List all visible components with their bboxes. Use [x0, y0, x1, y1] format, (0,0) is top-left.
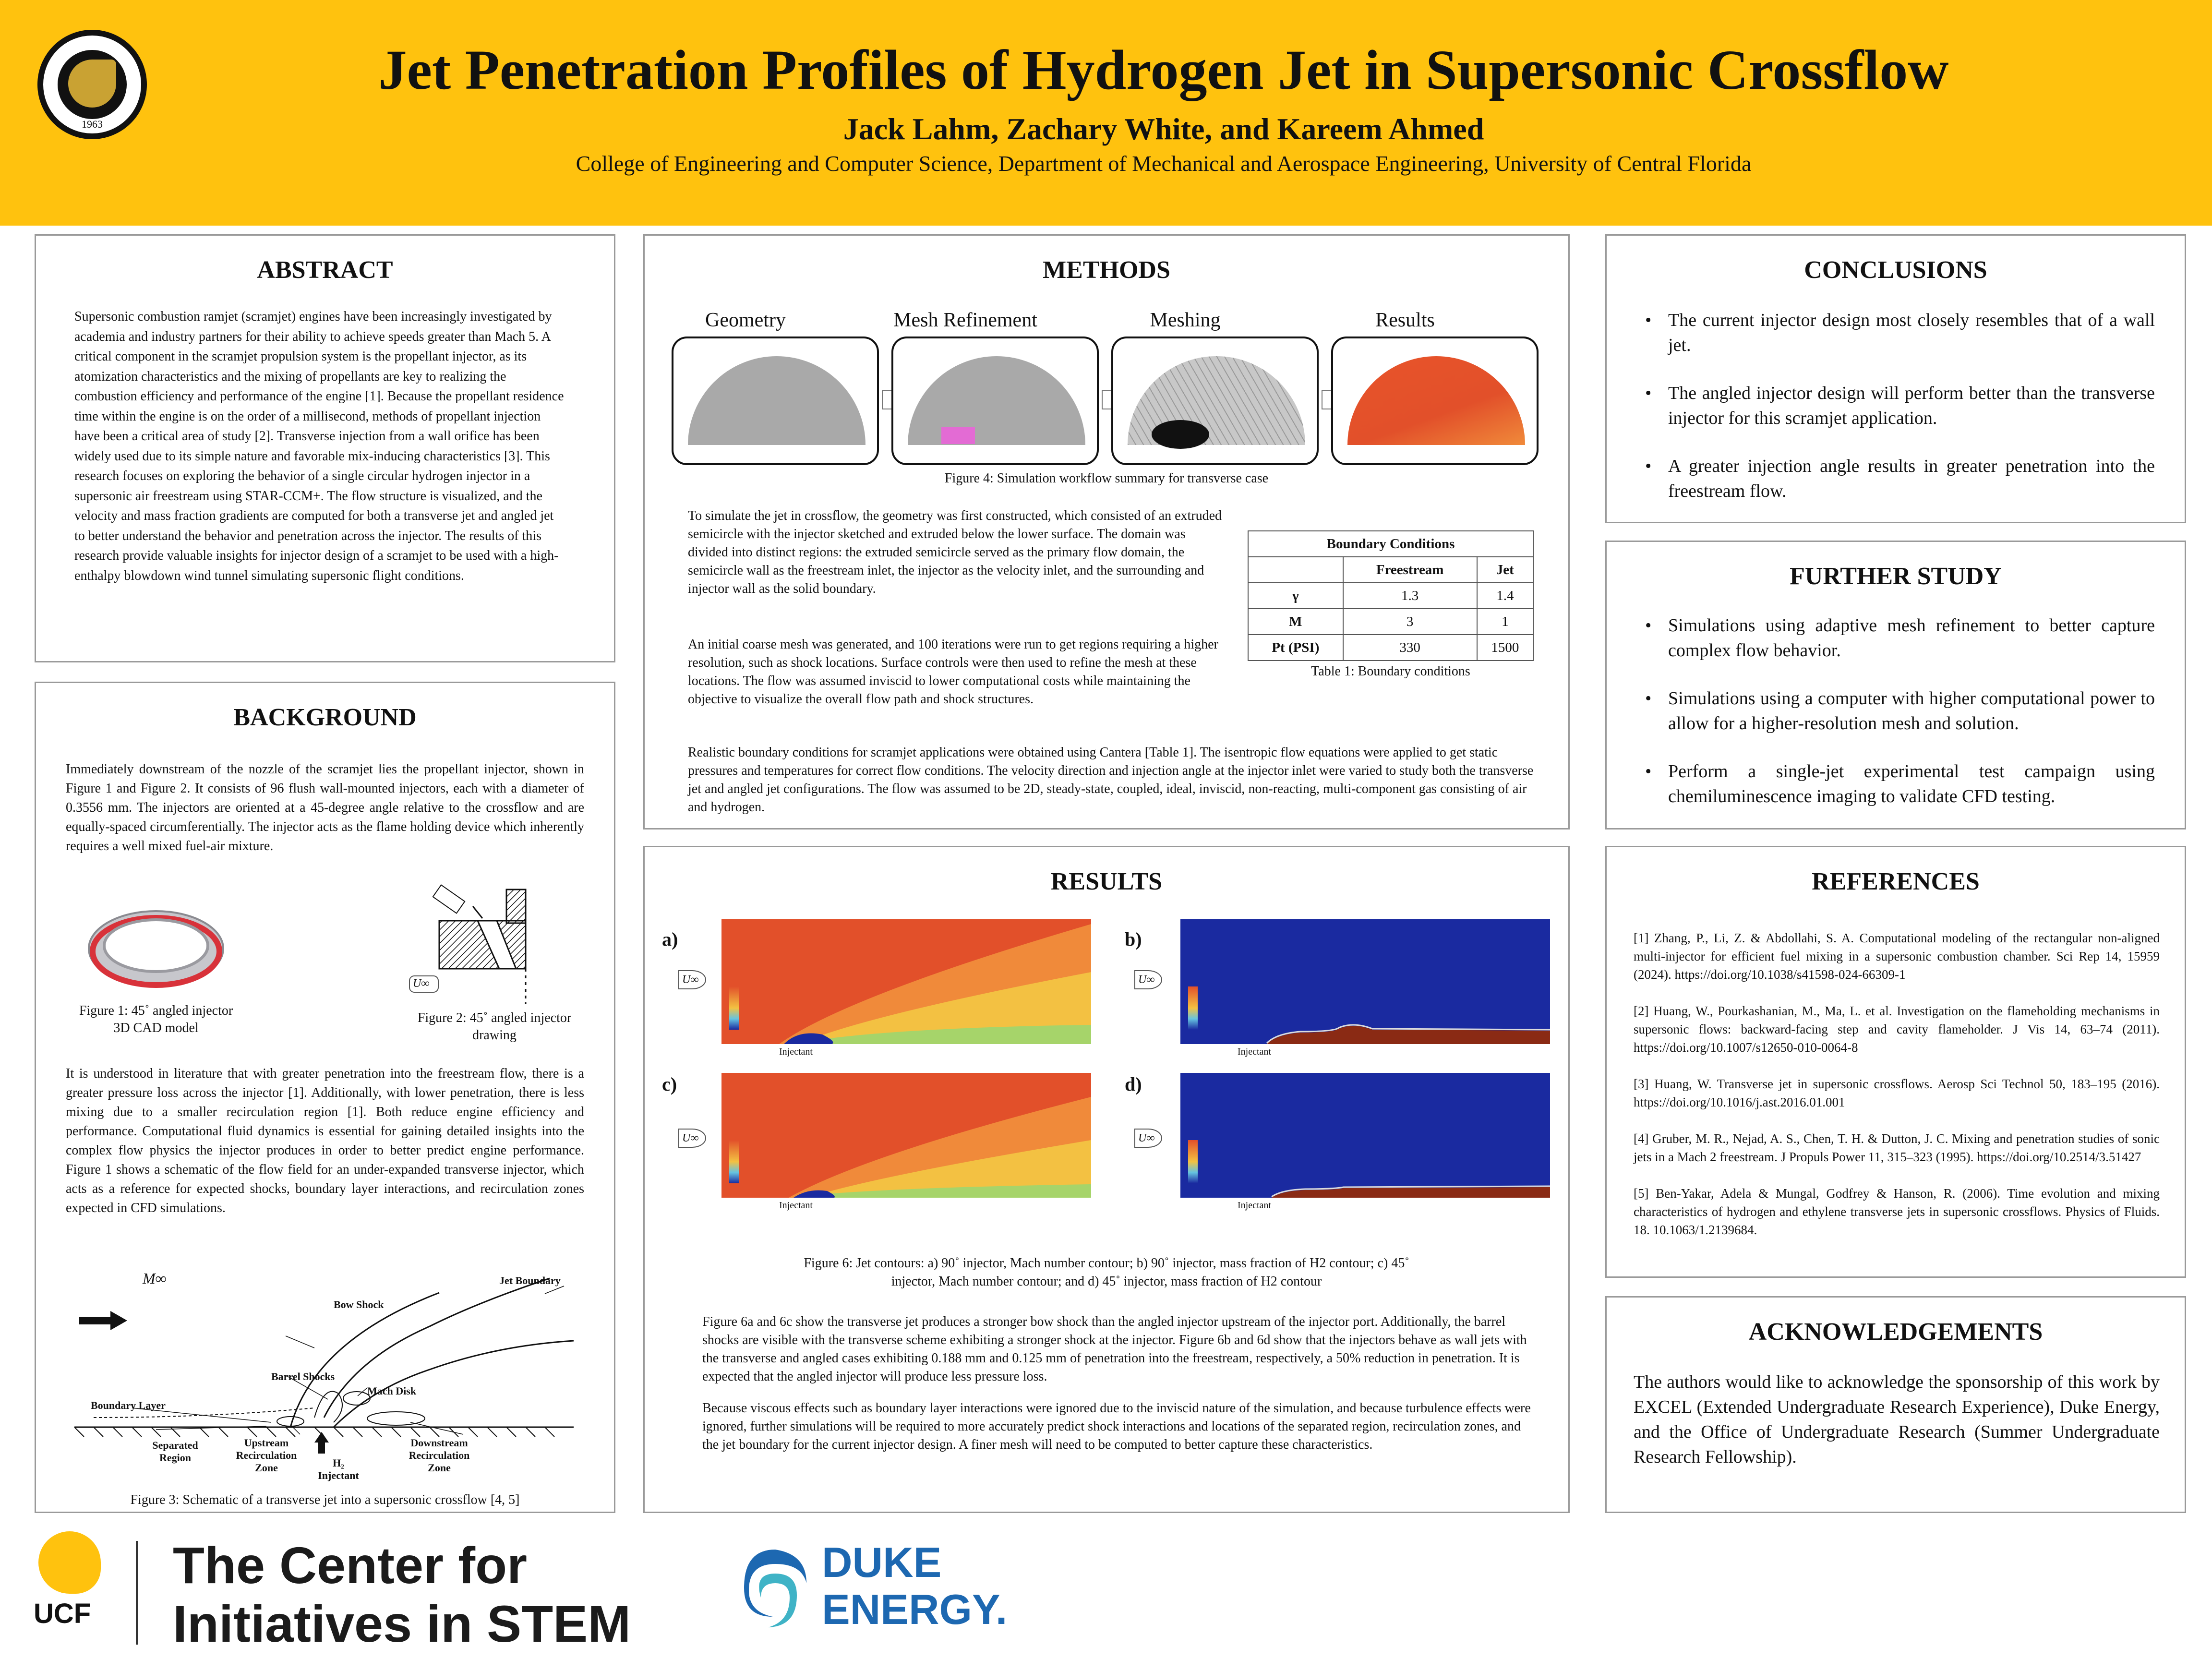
mach-contour-90deg — [721, 919, 1091, 1044]
methods-para-1: To simulate the jet in crossflow, the geometry was first constructed, which consisted of an extruded semicircle with the injector sketched and extruded below the lower surface. The domain was divided into distinct regions: the extruded semicircle served as the primary flow domain, the semicircle wall as the freestream inlet, the injector as the velocity inlet, and the surrounding and injector wall as the solid boundary. — [688, 508, 1222, 596]
abstract-panel — [35, 234, 615, 662]
further-study-panel — [1605, 541, 2186, 830]
workflow-label-geometry: Geometry — [705, 309, 786, 331]
fig3-upstream-recirculation: Upstream Recirculation Zone — [236, 1437, 297, 1474]
conclusions-heading: CONCLUSIONS — [1804, 256, 1987, 284]
references-panel — [1605, 846, 2186, 1278]
reference-item: [4] Gruber, M. R., Nejad, A. S., Chen, T. H. & Dutton, J. C. Mixing and penetration studies of sonic jets in a Mach 2 freestream. J Propuls Power 11, 315–323 (1995). https://doi.org/10.2514/3.51427 — [1634, 1131, 2160, 1164]
injectant-label: Injectant — [1238, 1046, 1271, 1057]
fig3-separated-region: Separated Region — [152, 1439, 198, 1464]
abstract-heading: ABSTRACT — [257, 256, 393, 284]
injector-cad-figure — [84, 902, 228, 993]
result-label-d: d) — [1125, 1073, 1142, 1095]
duke-energy-icon — [739, 1545, 811, 1631]
fig3-barrel-shocks: Barrel Shocks — [271, 1370, 335, 1382]
fig3-boundary-layer: Boundary Layer — [91, 1399, 166, 1411]
table-row: M 3 1 — [1248, 609, 1533, 635]
acknowledgements-heading: ACKNOWLEDGEMENTS — [1748, 1318, 2043, 1346]
affiliation: College of Engineering and Computer Science, Department of Mechanical and Aerospace Engineering, University of Central Florida — [576, 151, 1752, 176]
transverse-jet-schematic — [65, 1264, 588, 1456]
workflow-label-mesh-refinement: Mesh Refinement — [893, 309, 1037, 331]
stem-center-logo-text: The Center for Initiatives in STEM — [173, 1536, 631, 1653]
results-panel — [643, 846, 1570, 1513]
fig3-bow-shock: Bow Shock — [334, 1298, 384, 1310]
seal-year: 1963 — [82, 118, 103, 130]
h2-fraction-contour-45deg — [1180, 1073, 1550, 1198]
table-header-blank — [1248, 557, 1343, 583]
table-header-freestream: Freestream — [1343, 557, 1477, 583]
freestream-u-icon: U∞ — [1134, 1129, 1162, 1148]
authors: Jack Lahm, Zachary White, and Kareem Ahmed — [843, 112, 1484, 146]
results-para-2: Because viscous effects such as boundary layer interactions were ignored due to the inviscid nature of the simulation, and because turbulence effects were ignored, further simulations will be required to more accurately predict shock interactions and locations of the separated region, recirculation zones, and the jet boundary for the current injector design. A finer mesh will need to be computed to better capture these characteristics. — [702, 1401, 1531, 1452]
workflow-geometry-image — [672, 337, 879, 465]
ucf-footer-logo: UCF — [34, 1531, 106, 1623]
boundary-conditions-table — [1248, 530, 1534, 661]
list-item: • Simulations using adaptive mesh refinement to better capture complex flow behavior. — [1645, 613, 2155, 663]
footer-divider — [136, 1541, 138, 1645]
poster-title: Jet Penetration Profiles of Hydrogen Jet in Supersonic Crossflow — [378, 38, 1949, 101]
fig3-caption: Figure 3: Schematic of a transverse jet into a supersonic crossflow [4, 5] — [130, 1492, 520, 1507]
workflow-label-results: Results — [1375, 309, 1435, 331]
methods-heading: METHODS — [1043, 256, 1170, 284]
injectant-label: Injectant — [1238, 1200, 1271, 1211]
table-row: Pt (PSI) 330 1500 — [1248, 635, 1533, 661]
workflow-mesh-refinement-image — [891, 337, 1099, 465]
conclusions-panel — [1605, 234, 2186, 523]
acknowledgements-text: The authors would like to acknowledge the sponsorship of this work by EXCEL (Extended Undergraduate Research Experience), Duke Energy, and the Office of Undergraduate Research (Summer Undergraduate Research Fellowship). — [1634, 1372, 2160, 1467]
fig2-caption: Figure 2: 45˚ angled injector drawing — [417, 1010, 572, 1043]
workflow-results-image — [1331, 337, 1539, 465]
further-study-heading: FURTHER STUDY — [1790, 563, 2002, 590]
fig3-h2-injectant: H₂ Injectant — [318, 1457, 359, 1481]
workflow-arrow-icon — [1322, 390, 1332, 409]
results-para-1: Figure 6a and 6c show the transverse jet produces a stronger bow shock than the angled injector upstream of the injector port. Additionally, the barrel shocks are visible with the transverse scheme exhibiting a stronger shock at the injector. Figure 6b and 6d show that the injectors behave as wall jets with the transverse and angled cases exhibiting 0.188 mm and 0.125 mm of penetration into the freestream, respectively, a 50% reduction in penetration. It is expected that the angled injector will produce less pressure loss. — [702, 1314, 1527, 1384]
methods-para-3: Realistic boundary conditions for scramjet applications were obtained using Cantera [Table 1]. The isentropic flow equations were applied to get static pressures and temperatures for correct flow conditions. The velocity direction and injection angle at the injector inlet were varied to study both the transverse jet and angled jet configurations. The flow was assumed to be 2D, steady-state, coupled, ideal, inviscid, non-reacting, multi-component gas consisting of air and hydrogen. — [688, 745, 1534, 815]
methods-para-2: An initial coarse mesh was generated, and 100 iterations were run to get regions requiring a higher resolution, such as shock locations. Surface controls were then used to refine the mesh at these locations. The flow was assumed inviscid to lower computational costs while maintaining the objective to visualize the overall flow path and shock structures. — [688, 637, 1218, 707]
results-heading: RESULTS — [1050, 868, 1163, 895]
references-heading: REFERENCES — [1812, 868, 1980, 895]
table-title: Boundary Conditions — [1248, 531, 1533, 557]
fig3-mach-disk: Mach Disk — [367, 1385, 417, 1397]
background-panel — [35, 682, 615, 1513]
workflow-label-meshing: Meshing — [1150, 309, 1221, 331]
reference-item: [1] Zhang, P., Li, Z. & Abdollahi, S. A. Computational modeling of the rectangular non-aligned multi-injector for efficient fuel mixing in a supersonic combustion chamber. Sci Rep 14, 15959 (2024). https://doi.org/10.1038/s41598-024-66309-1 — [1634, 931, 2160, 982]
workflow-arrow-icon — [1102, 390, 1112, 409]
fig3-downstream-recirculation: Downstream Recirculation Zone — [409, 1437, 470, 1474]
reference-item: [2] Huang, W., Pourkashanian, M., Ma, L. et al. Investigation on the flameholding mechanisms in supersonic flows: backward-facing step and cavity flameholder. J Vis 14, 63–74 (2011). https://doi.org/10.1007/s12650-010-0064-8 — [1634, 1004, 2160, 1055]
injector-drawing-figure — [406, 875, 578, 1005]
pegasus-icon — [68, 60, 116, 108]
table1-caption: Table 1: Boundary conditions — [1311, 664, 1470, 679]
list-item: • Perform a single-jet experimental test campaign using chemiluminescence imaging to validate CFD testing. — [1645, 759, 2155, 809]
methods-panel — [643, 234, 1570, 830]
freestream-u-icon: U∞ — [678, 970, 706, 989]
mach-contour-45deg — [721, 1073, 1091, 1198]
result-label-a: a) — [662, 928, 678, 950]
list-item: • The current injector design most closely resembles that of a wall jet. — [1645, 308, 2155, 358]
workflow-arrow-icon — [882, 390, 892, 409]
freestream-u-icon: U∞ — [1134, 970, 1162, 989]
duke-energy-logo-text: DUKE ENERGY. — [822, 1539, 1008, 1633]
fig2-u-label: U∞ — [413, 977, 430, 990]
table-header-jet: Jet — [1477, 557, 1533, 583]
acknowledgements-panel — [1605, 1296, 2186, 1513]
poster-header — [0, 0, 2212, 226]
background-para-1: Immediately downstream of the nozzle of the scramjet lies the propellant injector, shown in Figure 1 and Figure 2. It consists of 96 flush wall-mounted injectors, each with a diameter of 0.3556 mm. The injectors are oriented at a 45-degree angle relative to the crossflow and are equally-spaced circumferentially. The injector acts as the flame holding device which inherently requires a well mixed fuel-air mixture. — [66, 762, 584, 854]
reference-item: [5] Ben-Yakar, Adela & Mungal, Godfrey & Hanson, R. (2006). Time evolution and mixing characteristics of hydrogen and ethylene transverse jets in supersonic crossflows. Physics of Fluids. 18. 10.1063/1.2139684. — [1634, 1186, 2160, 1237]
background-heading: BACKGROUND — [233, 704, 417, 731]
h2-fraction-contour-90deg — [1180, 919, 1550, 1044]
abstract-text: Supersonic combustion ramjet (scramjet) engines have been increasingly investigated by academia and industry partners for their ability to achieve speeds greater than Mach 5. A critical component in the scramjet propulsion system is the propellant injector, as its atomization characteristics and the mixing of propellants are key to realizing the combustion efficiency and performance of the engine [1]. Because the propellant residence time within the engine is on the order of a millisecond, methods of propellant injection have been a critical area of study [2]. Transverse injection from a wall orifice has been widely used due to its simple nature and favorable mix-inducing characteristics [3]. This research focuses on exploring the behavior of a single circular hydrogen injector in a supersonic air freestream using STAR-CCM+. The flow structure is visualized, and the velocity and mass fraction gradients are computed for both a transverse jet and angled jet to better understand the behavior and penetration across the injector. The results of this research provide valuable insights for injector design of a scramjet to be used with a high-enthalpy blowdown wind tunnel simulating supersonic flight conditions. — [74, 309, 564, 583]
background-para-2: It is understood in literature that with greater penetration into the freestream flow, there is a greater pressure loss across the injector [1]. Additionally, with lower penetration, there is less mixing due to a smaller recirculation region [1]. Both reduce engine efficiency and performance. Computational fluid dynamics is essential for gaining detailed insights into the complex flow physics the injector produces in order to better predict engine performance. Figure 1 shows a schematic of the flow field for an under-expanded transverse injector, which acts as a reference for expected shocks, boundary layer interactions, and recirculation zones expected in CFD simulations. — [66, 1066, 584, 1215]
fig4-caption: Figure 4: Simulation workflow summary for transverse case — [944, 471, 1269, 486]
list-item: • The angled injector design will perform better than the transverse injector for this scramjet application. — [1645, 381, 2155, 431]
result-label-b: b) — [1125, 928, 1142, 950]
list-item: • A greater injection angle results in greater penetration into the freestream flow. — [1645, 454, 2155, 504]
fig1-caption: Figure 1: 45˚ angled injector 3D CAD model — [79, 1003, 233, 1035]
freestream-u-icon: U∞ — [678, 1129, 706, 1148]
result-label-c: c) — [662, 1073, 677, 1095]
list-item: • Simulations using a computer with higher computational power to allow for a higher-resolution mesh and solution. — [1645, 686, 2155, 736]
pegasus-icon — [38, 1531, 101, 1594]
fig3-m-label: M∞ — [143, 1270, 167, 1287]
workflow-meshing-image — [1111, 337, 1319, 465]
ucf-seal-logo — [37, 30, 147, 139]
injectant-label: Injectant — [779, 1200, 813, 1211]
fig6-caption: Figure 6: Jet contours: a) 90˚ injector, Mach number contour; b) 90˚ injector, mass fraction of H2 contour; c) 45˚ injector, Mach number contour; and d) 45˚ injector, mass fraction of H2 contour — [804, 1256, 1409, 1289]
injectant-label: Injectant — [779, 1046, 813, 1057]
fig3-jet-boundary: Jet Boundary — [499, 1274, 561, 1286]
table-row: γ 1.3 1.4 — [1248, 583, 1533, 609]
reference-item: [3] Huang, W. Transverse jet in supersonic crossflows. Aerosp Sci Technol 50, 183–195 (2016). https://doi.org/10.1016/j.ast.2016.01.001 — [1634, 1077, 2160, 1109]
